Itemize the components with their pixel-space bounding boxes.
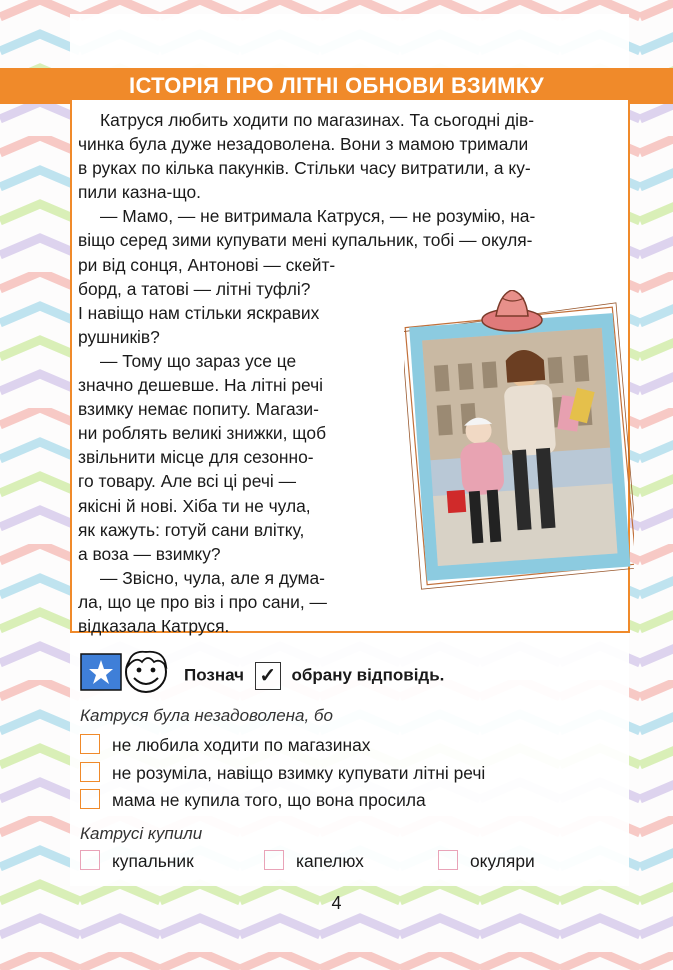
checkbox[interactable] bbox=[80, 789, 100, 809]
checkbox[interactable] bbox=[80, 850, 100, 870]
page-title: ІСТОРІЯ ПРО ЛІТНІ ОБНОВИ ВЗИМКУ bbox=[129, 73, 544, 98]
question-2-option[interactable]: купальник bbox=[80, 850, 194, 872]
title-banner bbox=[0, 68, 673, 104]
question-1-option[interactable]: мама не купила того, що вона просила bbox=[80, 789, 426, 811]
checkbox[interactable] bbox=[264, 850, 284, 870]
check-mark-icon: ✓ bbox=[255, 662, 281, 690]
push-pin-icon bbox=[482, 290, 542, 331]
star-smiley-icon bbox=[80, 648, 175, 694]
question-1-option[interactable]: не любила ходити по магазинах bbox=[80, 734, 370, 756]
story-paragraph: — Мамо, — не витримала Катруся, — не розумію, на- віщо серед зими купувати мені купальник, тобі — окуля- bbox=[78, 206, 536, 251]
story-paragraph: — Звісно, чула, але я дума- ла, що це про віз і про сани, — відказала Катруся. bbox=[78, 567, 327, 636]
question-2-option[interactable]: окуляри bbox=[438, 850, 535, 872]
story-paragraph: — Тому що зараз усе це значно дешевше. На літні речі взимку немає попиту. Магази- ни роблять великі знижки, щоб звільнити місце для сезонно- го товару. Але всі ці речі — якісні й нові. Хіба ти не чула, як кажуть: готуй сани влітку, а воза — взимку? bbox=[78, 350, 327, 564]
story-paragraph: Катруся любить ходити по магазинах. Та сьогодні дів- чинка була дуже незадоволена. Вони з мамою тримали в руках по кілька пакунків. Стільки часу витратили, а ку- пили казна-що. bbox=[78, 110, 535, 203]
page-number: 4 bbox=[331, 893, 342, 913]
checkbox[interactable] bbox=[80, 734, 100, 754]
checkbox[interactable] bbox=[80, 762, 100, 782]
task-label-before: Познач bbox=[184, 665, 244, 685]
question-1-prompt: Катруся була незадоволена, бо bbox=[80, 706, 333, 725]
story-narrow-column: ри від сонця, Антонові — скейт- борд, а татові — літні туфлі? І навіщо нам стільки яскравих рушників? — Тому що зараз усе це значно дешевше. На літні речі взимку немає попиту. Магази- ни роблять великі знижки, щоб звільнити місце для сезонно- го товару. Але всі ці речі — якісні й нові. Хіба ти не чула, як кажуть: готуй сани влітку, а воза — взимку? — Звісно, чула, але я дума- ла, що це про віз і про сани, — відказала Катруся. bbox=[78, 253, 388, 639]
question-2-option[interactable]: капелюх bbox=[264, 850, 364, 872]
task-label-after: обрану відповідь. bbox=[291, 665, 445, 685]
question-2-prompt: Катрусі купили bbox=[80, 824, 203, 843]
question-1-option[interactable]: не розуміла, навіщо взимку купувати літні речі bbox=[80, 762, 485, 784]
checkbox[interactable] bbox=[438, 850, 458, 870]
winter-shopping-photo bbox=[404, 290, 634, 590]
